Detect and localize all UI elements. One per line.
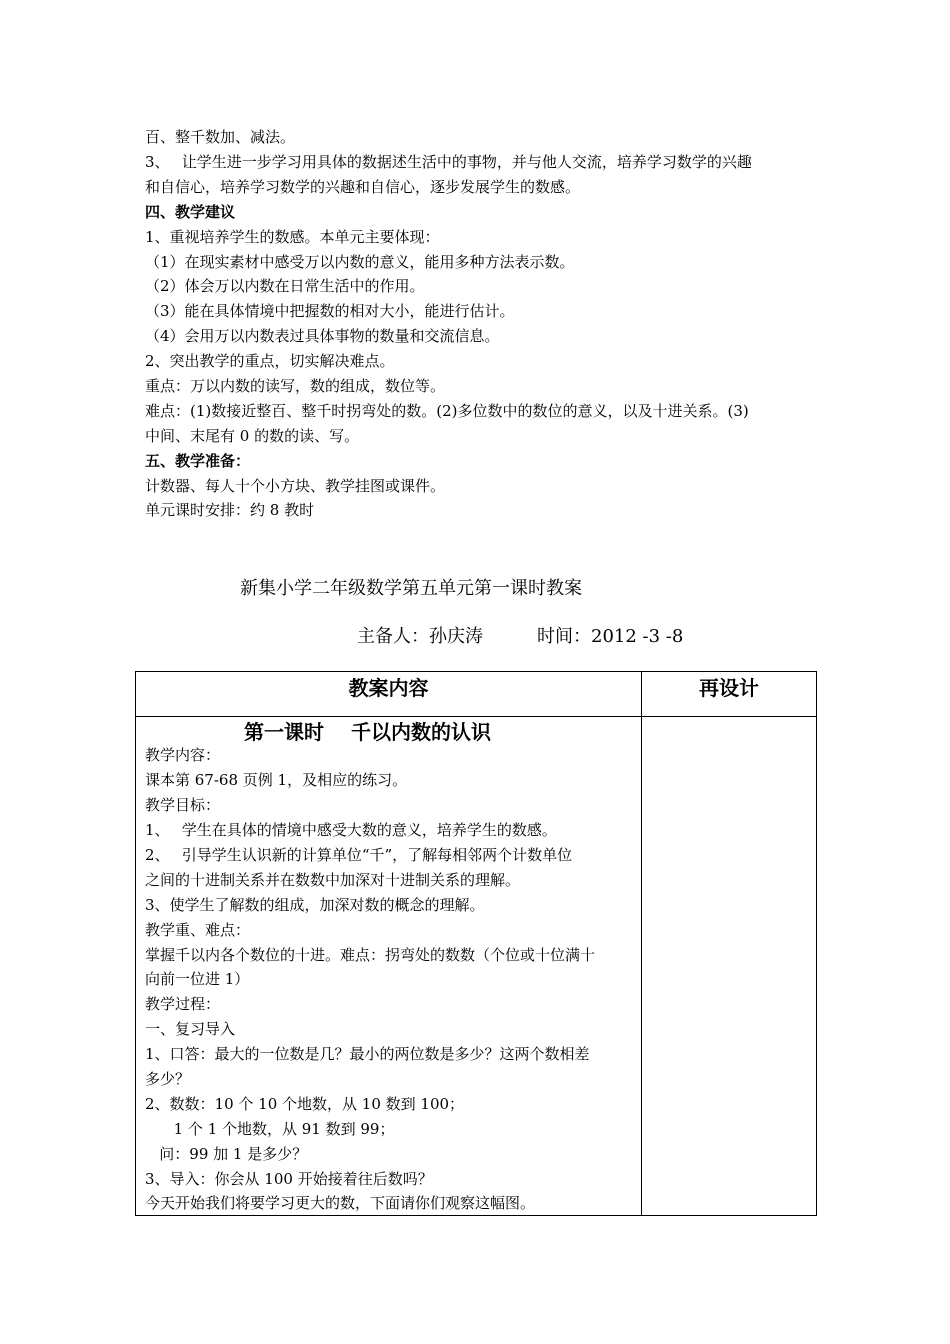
- lesson-title: 第一课时 千以内数的认识: [244, 720, 491, 744]
- cell-line: 2、数数：10 个 10 个地数，从 10 数到 100；: [145, 1095, 465, 1113]
- column-header-content: 教案内容: [136, 672, 642, 717]
- text-line: 3、 让学生进一步学习用具体的数据述生活中的事物，并与他人交流，培养学习数学的兴趣: [145, 153, 752, 171]
- cell-line: 3、使学生了解数的组成，加深对数的概念的理解。: [145, 896, 485, 914]
- table-body-row: [136, 717, 817, 1216]
- cell-line: 3、导入：你会从 100 开始接着往后数吗？: [145, 1170, 433, 1188]
- cell-line: 多少？: [145, 1070, 191, 1088]
- cell-line: 向前一位进 1）: [145, 970, 250, 988]
- text-line: （3）能在具体情境中把握数的相对大小，能进行估计。: [145, 302, 515, 320]
- text-line: （4）会用万以内数表过具体事物的数量和交流信息。: [145, 327, 500, 345]
- text-line: 重点：万以内数的读写，数的组成，数位等。: [145, 377, 446, 395]
- redesign-cell: [642, 717, 817, 1216]
- document-title: 新集小学二年级数学第五单元第一课时教案: [240, 578, 582, 599]
- section-heading: 五、教学准备：: [145, 452, 251, 470]
- cell-line: 教学内容：: [145, 746, 221, 764]
- cell-line: 2、 引导学生认识新的计算单位“千”，了解每相邻两个计数单位: [145, 846, 573, 864]
- text-line: （2）体会万以内数在日常生活中的作用。: [145, 277, 425, 295]
- cell-line: 问：99 加 1 是多少？: [145, 1145, 308, 1163]
- table-header-row: [136, 672, 817, 717]
- text-line: 中间、末尾有 0 的数的读、写。: [145, 427, 360, 445]
- cell-line: 教学重、难点：: [145, 921, 251, 939]
- cell-line: 今天开始我们将要学习更大的数，下面请你们观察这幅图。: [145, 1194, 536, 1212]
- cell-line: 教学目标：: [145, 796, 221, 814]
- text-line: 和自信心，培养学习数学的兴趣和自信心，逐步发展学生的数感。: [145, 178, 581, 196]
- cell-line: 1 个 1 个地数，从 91 数到 99；: [145, 1120, 395, 1138]
- text-line: 百、整千数加、减法。: [145, 128, 296, 146]
- cell-line: 1、口答：最大的一位数是几？最小的两位数是多少？这两个数相差: [145, 1045, 590, 1063]
- content-cell: [136, 717, 642, 1216]
- cell-line: 教学过程：: [145, 995, 221, 1013]
- text-line: （1）在现实素材中感受万以内数的意义，能用多种方法表示数。: [145, 253, 575, 271]
- cell-line: 之间的十进制关系并在数数中加深对十进制关系的理解。: [145, 871, 521, 889]
- lesson-plan-table: [135, 671, 817, 1216]
- cell-line: 掌握千以内各个数位的十进。难点：拐弯处的数数（个位或十位满十: [145, 946, 596, 964]
- section-heading: 四、教学建议: [145, 203, 236, 221]
- cell-line: 1、 学生在具体的情境中感受大数的意义，培养学生的数感。: [145, 821, 557, 839]
- byline: 主备人：孙庆涛 时间：2012 -3 -8: [357, 626, 684, 647]
- text-line: 计数器、每人十个小方块、教学挂图或课件。: [145, 477, 446, 495]
- text-line: 单元课时安排：约 8 教时: [145, 501, 315, 519]
- text-line: 难点：(1)数接近整百、整千时拐弯处的数。(2)多位数中的数位的意义，以及十进关系。(3): [145, 402, 749, 420]
- column-header-redesign: 再设计: [642, 672, 817, 717]
- text-line: 2、突出教学的重点，切实解决难点。: [145, 352, 395, 370]
- cell-line: 课本第 67-68 页例 1，及相应的练习。: [145, 771, 408, 789]
- cell-line: 一、复习导入: [145, 1020, 236, 1038]
- text-line: 1、重视培养学生的数感。本单元主要体现：: [145, 228, 440, 246]
